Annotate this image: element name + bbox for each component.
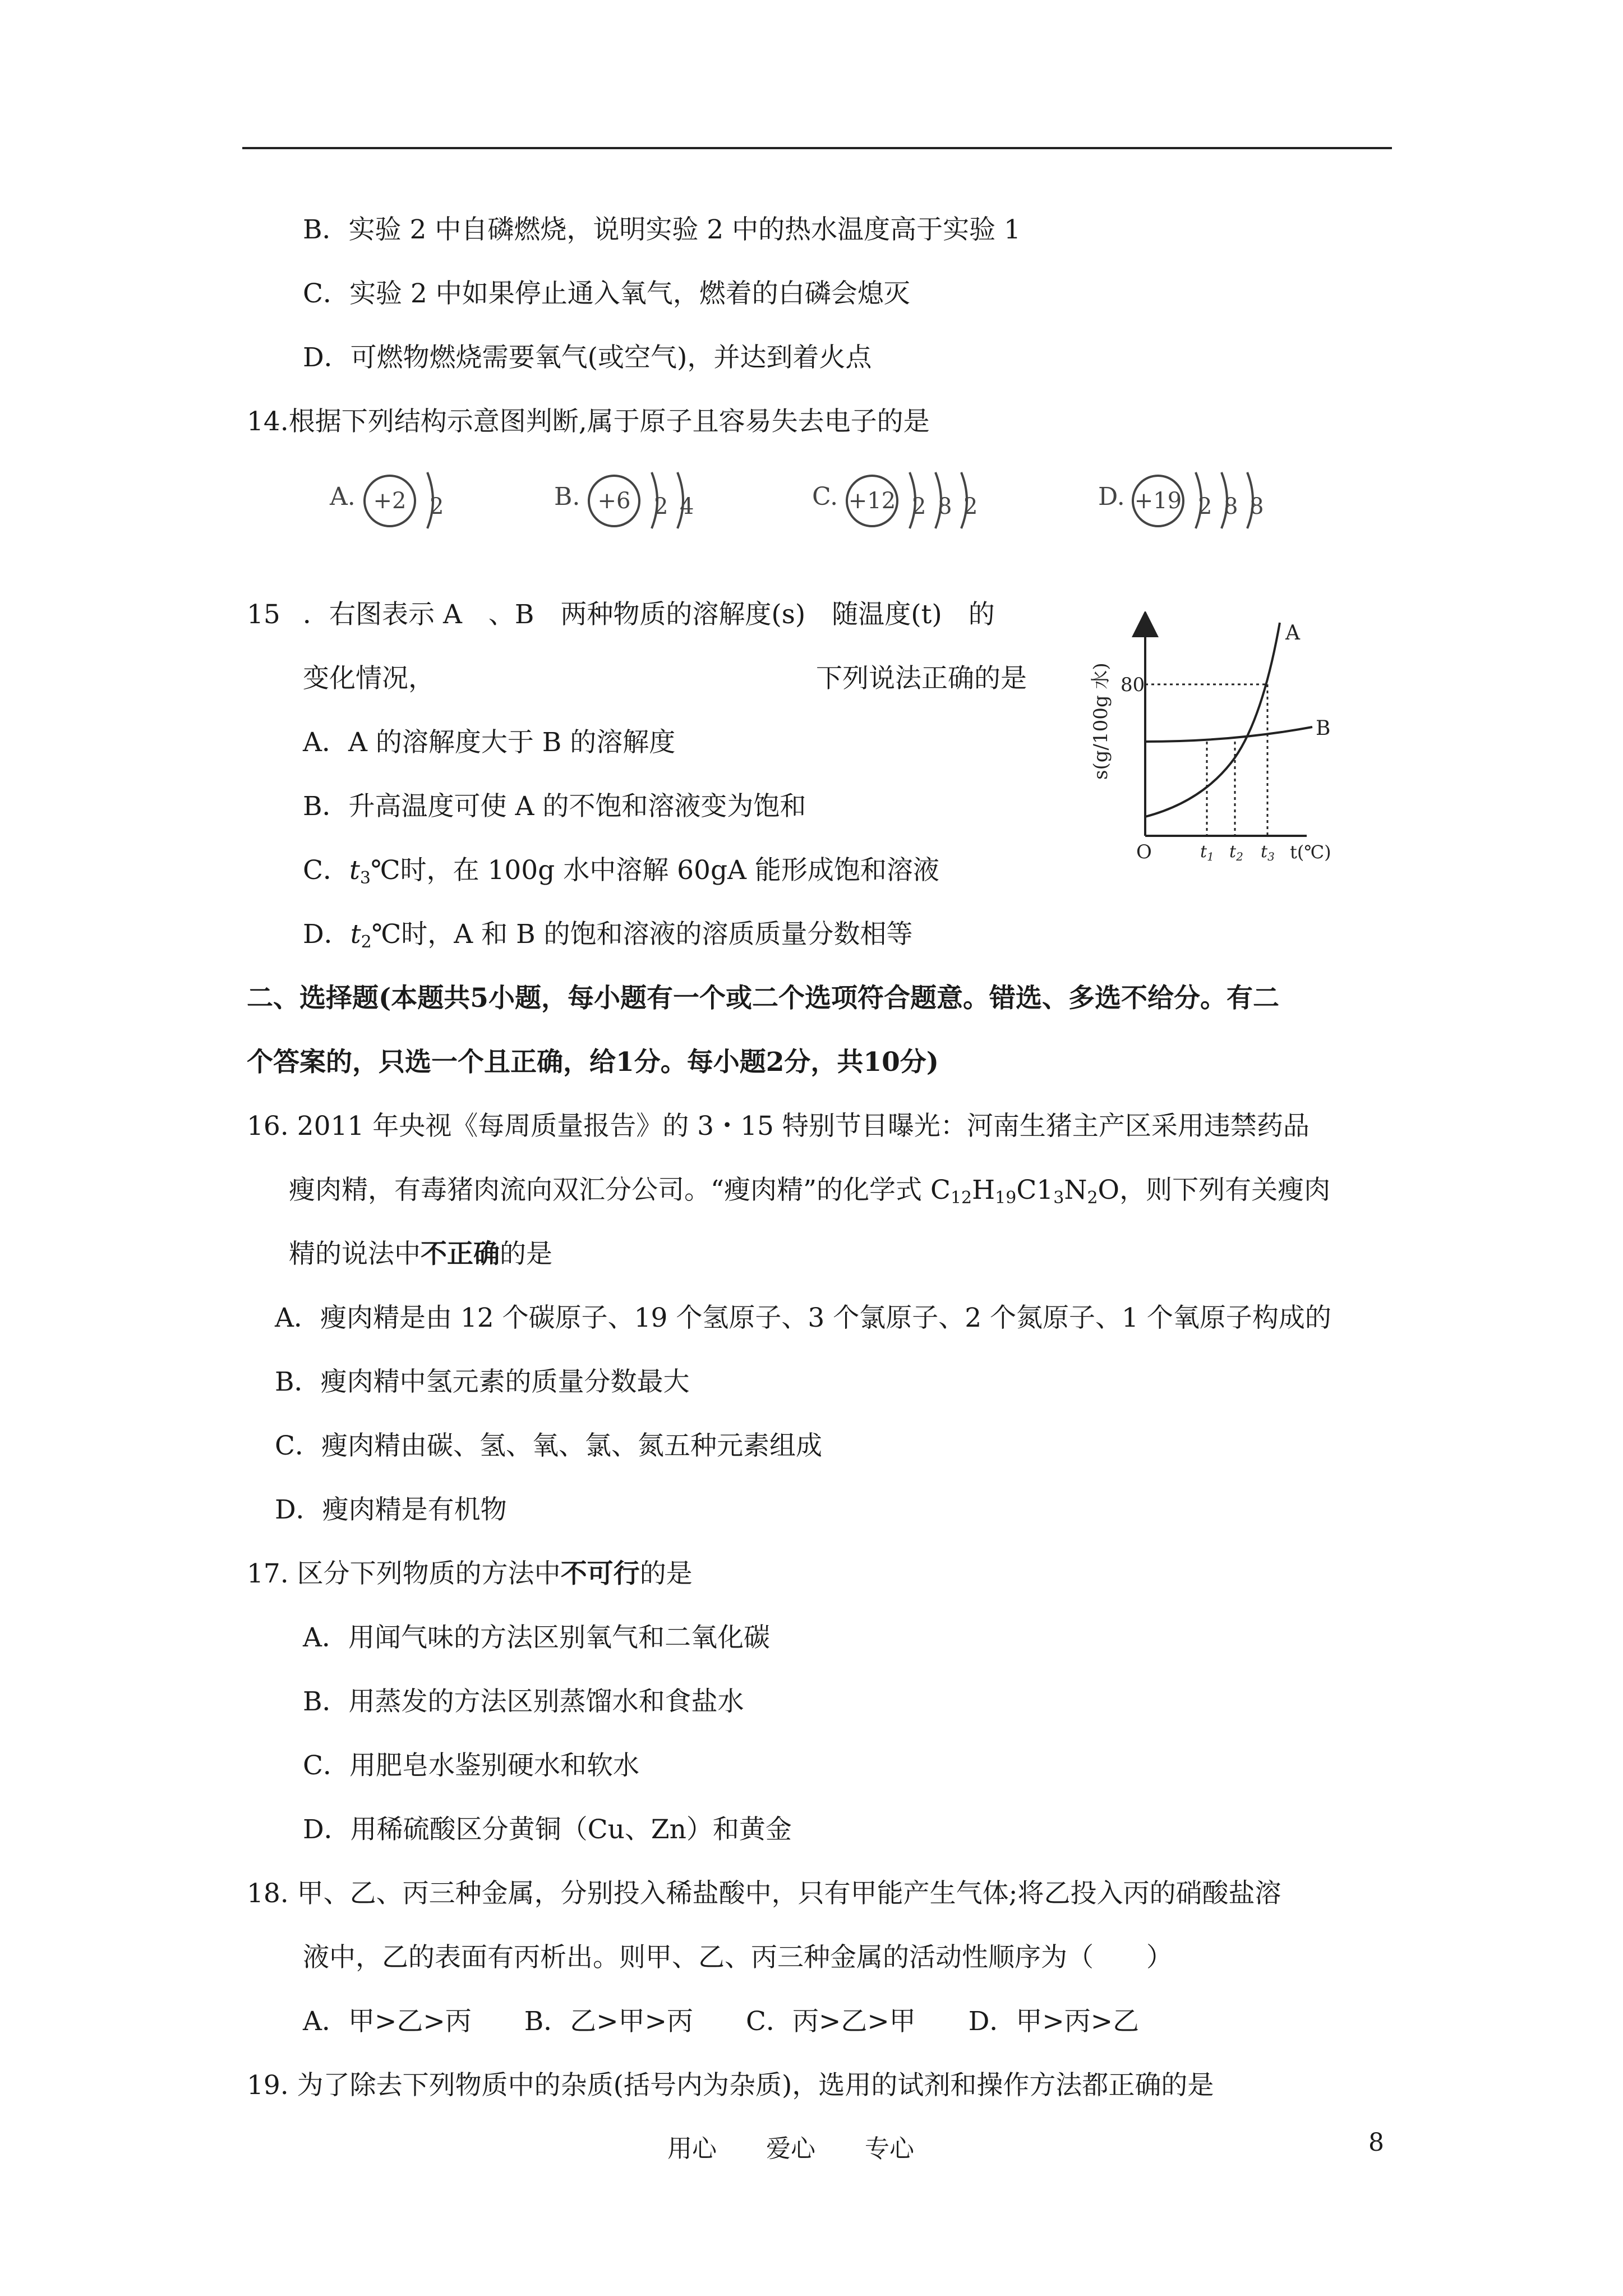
q16-stem-line3: 精的说法中不正确的是 bbox=[289, 1239, 552, 1269]
q18-stem-line1: 18. 甲、乙、丙三种金属，分别投入稀盐酸中，只有甲能产生气体;将乙投入丙的硝酸盐溶 bbox=[247, 1878, 1281, 1909]
atom-d-nucleus: +19 bbox=[1132, 475, 1184, 527]
q15-stem-line2-a: 变化情况， bbox=[303, 663, 435, 694]
atom-b-shell-2: 4 bbox=[680, 494, 694, 519]
graph-t3: $t_3$ bbox=[1261, 842, 1275, 863]
atom-d bbox=[1098, 463, 1300, 536]
q13-option-b: B．实验 2 中自磷燃烧，说明实验 2 中的热水温度高于实验 1 bbox=[303, 214, 1021, 245]
atom-a bbox=[330, 463, 476, 536]
curve-a bbox=[1145, 623, 1280, 817]
atom-b-label: B. bbox=[554, 482, 580, 511]
atom-structure-diagrams bbox=[319, 463, 1300, 536]
q17-stem: 17. 区分下列物质的方法中不可行的是 bbox=[247, 1558, 693, 1589]
atom-b-nucleus: +6 bbox=[588, 475, 640, 527]
q16-option-b: B．瘦肉精中氢元素的质量分数最大 bbox=[275, 1366, 690, 1397]
atom-c-shell-1: 2 bbox=[912, 494, 926, 519]
graph-t2: $t_2$ bbox=[1229, 842, 1243, 863]
q15-option-b: B．升高温度可使 A 的不饱和溶液变为饱和 bbox=[303, 791, 806, 822]
atom-d-shell-3: 8 bbox=[1249, 494, 1264, 519]
q16-option-d: D．瘦肉精是有机物 bbox=[275, 1494, 507, 1525]
atom-a-label: A. bbox=[330, 482, 356, 511]
atom-b bbox=[554, 463, 745, 536]
atom-c-shell-2: 8 bbox=[938, 494, 952, 519]
atom-d-shells bbox=[1188, 467, 1300, 534]
atom-a-nucleus: +2 bbox=[363, 475, 416, 527]
graph-t1: $t_1$ bbox=[1200, 842, 1214, 863]
q15-option-a: A．A 的溶解度大于 B 的溶解度 bbox=[303, 727, 676, 758]
solubility-graph bbox=[1082, 611, 1346, 875]
q19-stem: 19. 为了除去下列物质中的杂质(括号内为杂质)，选用的试剂和操作方法都正确的是 bbox=[247, 2070, 1214, 2101]
section2-heading-line1: 二、选择题(本题共5小题，每小题有一个或二个选项符合题意。错选、多选不给分。有二 bbox=[247, 983, 1279, 1014]
atom-a-shells bbox=[419, 467, 464, 534]
q14-stem: 14.根据下列结构示意图判断,属于原子且容易失去电子的是 bbox=[247, 406, 930, 437]
atom-a-shell-1: 2 bbox=[430, 494, 444, 519]
atom-d-shell-2: 8 bbox=[1224, 494, 1238, 519]
q18-options: A．甲>乙>丙 B．乙>甲>丙 C．丙>乙>甲 D．甲>丙>乙 bbox=[303, 2006, 1140, 2037]
graph-xlabel: t(℃) bbox=[1290, 841, 1331, 863]
q15-option-d: D．$t_2℃$时，A 和 B 的饱和溶液的溶质质量分数相等 bbox=[303, 919, 913, 952]
q16-stem-line1: 16. 2011 年央视《每周质量报告》的 3・15 特别节目曝光：河南生猪主产区采用违禁药品 bbox=[247, 1111, 1310, 1142]
footer-motto: 用心 爱心 专心 bbox=[667, 2134, 914, 2163]
q17-option-a: A．用闻气味的方法区别氧气和二氧化碳 bbox=[303, 1622, 770, 1653]
atom-b-shell-1: 2 bbox=[654, 494, 668, 519]
atom-c bbox=[812, 463, 1036, 536]
q16-option-c: C．瘦肉精由碳、氢、氧、氯、氮五种元素组成 bbox=[275, 1430, 822, 1461]
atom-c-shells bbox=[902, 467, 1014, 534]
atom-c-shell-3: 2 bbox=[963, 494, 978, 519]
graph-label-b: B bbox=[1316, 717, 1331, 740]
graph-ylabel: s(g/100g 水) bbox=[1090, 662, 1112, 780]
graph-origin: O bbox=[1136, 841, 1152, 863]
curve-b bbox=[1145, 727, 1312, 742]
q16-stem-line2: 瘦肉精，有毒猪肉流向双汇分公司。“瘦肉精”的化学式 $C_{12}H_{19}C1_3N_2O$，则下列有关瘦肉 bbox=[289, 1175, 1331, 1208]
q17-option-d: D．用稀硫酸区分黄铜（Cu、Zn）和黄金 bbox=[303, 1814, 792, 1845]
page-number: 8 bbox=[1368, 2128, 1384, 2157]
atom-d-label: D. bbox=[1098, 482, 1125, 511]
section2-heading-line2: 个答案的，只选一个且正确，给1分。每小题2分，共10分) bbox=[247, 1047, 939, 1078]
atom-c-label: C. bbox=[812, 482, 838, 511]
q15-stem-line1: ．右图表示 A 、B 两种物质的溶解度(s) 随温度(t) 的 bbox=[303, 599, 995, 630]
q15-number: 15 bbox=[247, 599, 280, 630]
q15-stem-line2-b: 下列说法正确的是 bbox=[816, 663, 1027, 694]
q17-option-b: B．用蒸发的方法区别蒸馏水和食盐水 bbox=[303, 1686, 744, 1717]
graph-label-a: A bbox=[1285, 622, 1300, 645]
atom-c-nucleus: +12 bbox=[846, 475, 898, 527]
q13-option-c: C．实验 2 中如果停止通入氧气，燃着的白磷会熄灭 bbox=[303, 278, 910, 309]
graph-y80: 80 bbox=[1121, 674, 1145, 696]
atom-d-shell-1: 2 bbox=[1198, 494, 1212, 519]
q16-option-a: A．瘦肉精是由 12 个碳原子、19 个氢原子、3 个氯原子、2 个氮原子、1 个氧原子构成的 bbox=[275, 1303, 1331, 1333]
q15-option-c: C．$t_3℃$时，在 100g 水中溶解 60gA 能形成饱和溶液 bbox=[303, 855, 939, 888]
q17-option-c: C．用肥皂水鉴别硬水和软水 bbox=[303, 1750, 639, 1781]
atom-b-shells bbox=[644, 467, 728, 534]
q18-stem-line2: 液中，乙的表面有丙析出。则甲、乙、丙三种金属的活动性顺序为（ ） bbox=[303, 1942, 1173, 1973]
header-rule bbox=[242, 147, 1392, 149]
q13-option-d: D．可燃物燃烧需要氧气(或空气)，并达到着火点 bbox=[303, 342, 872, 373]
